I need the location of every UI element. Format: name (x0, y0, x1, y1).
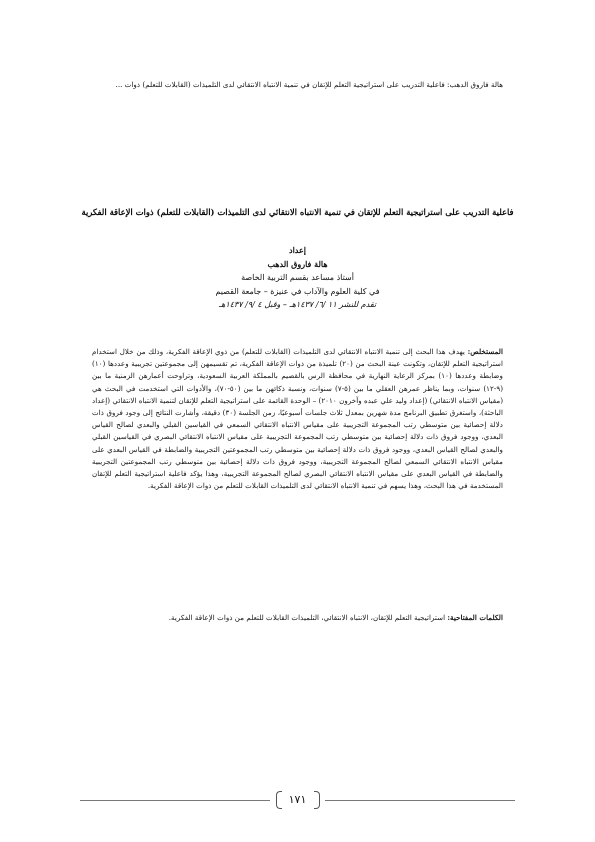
submission-dates: تقدم للنشر ١١ /٦/ ١٤٣٧هـ – وقبل ٤ /٩/ ١٤٣٧هـ (218, 300, 377, 309)
page-footer (80, 790, 515, 810)
prepared-by-label: إعداد (289, 245, 306, 255)
author-block (90, 244, 505, 312)
footer-rule-left (80, 800, 270, 801)
keywords-text: استراتيجية التعلم للإتقان، الانتباه الانتقائي، التلميذات القابلات للتعلم من ذوات الإعاقة الفكرية. (168, 613, 446, 622)
abstract-text: يهدف هذا البحث إلى تنمية الانتباه الانتقائي لدى التلميذات (القابلات للتعلم) من ذوي الإعاقة الفكرية، وذلك من خلال استخدام استراتيجية التعلم للإتقان، وتكونت عينة البحث من (٢٠) تلميذة من ذوات الإعاقة الفكرية، تم تقسيمهن إلى مجموعتين تجريبية وعددها (١٠) وضابطة وعددها (١٠) بمركز الرعاية النهارية في محافظة الرس بالقصيم بالمملكة العربية السعودية، وتراوحت أعمارهن الزمنية ما بين (٩-١٢) سنوات، وبما يناظر عمرهن العقلي ما بين (٥-٧) سنوات، ونسبة ذكائهن ما بين (٥٠-٧٠)، والأدوات التي استخدمت في البحث هي (مقياس الانتباه الانتقائي) (إعداد وليد علي عبده وآخرون ٢٠١٠) – الوحدة القائمة على استراتيجية التعلم للإتقان لتنمية الانتباه الانتقائي (إعداد الباحثة)، واستغرق تطبيق البرنامج مدة شهرين بمعدل ثلاث جلسات أسبوعيًا، زمن الجلسة (٣٠) دقيقة، وأشارت النتائج إلى وجود فروق ذات دلالة إحصائية بين متوسطي رتب المجموعة التجريبية على مقياس الانتباه الانتقائي السمعي في القياسين القبلي والبعدي لصالح القياس البعدي، ووجود فروق ذات دلالة إحصائية بين متوسطي رتب المجموعة التجريبية على مقياس الانتباه الانتقائي البصري في القياسين القبلي والبعدي لصالح القياس البعدي، ووجود فروق ذات دلالة إحصائية بين متوسطي رتب المجموعتين التجريبية والضابطة في القياس البعدي على مقياس الانتباه الانتقائي السمعي لصالح المجموعة التجريبية، ووجود فروق ذات دلالة إحصائية بين متوسطي رتب المجموعتين التجريبية والضابطة في القياس البعدي على مقياس الانتباه الانتقائي البصري لصالح المجموعة التجريبية، وهذا يؤكد فاعلية استراتيجية التعلم للإتقان المستخدمة في هذا البحث، وهذا يسهم في تنمية الانتباه الانتقائي لدى التلميذات القابلات للتعلم من ذوات الإعاقة الفكرية. (92, 347, 504, 491)
page-number-box (276, 790, 320, 810)
author-position: أستاذ مساعد بقسم التربية الخاصة (241, 273, 354, 282)
running-head: هالة فاروق الدهب: فاعلية التدريب على استراتيجية التعلم للإتقان في تنمية الانتباه الانتقائي لدى التلميذات (القابلات للتعلم) ذوات ... (115, 80, 503, 89)
bracket-right-icon (314, 791, 320, 809)
bracket-left-icon (276, 791, 282, 809)
abstract-label: المستخلص: (467, 347, 503, 356)
paper-title: فاعلية التدريب على استراتيجية التعلم للإتقان في تنمية الانتباه الانتقائي لدى التلميذات (القابلات للتعلم) ذوات الإعاقة الفكرية (81, 207, 514, 217)
page-number: ١٧١ (288, 793, 307, 806)
author-institution: في كلية العلوم والآداب في عنيزة – جامعة القصيم (215, 286, 380, 296)
author-name: هالة فاروق الدهب (267, 258, 328, 269)
footer-rule-right (325, 800, 515, 801)
keywords-label: الكلمات المفتاحية: (447, 613, 503, 622)
keywords (92, 612, 503, 623)
abstract (92, 346, 503, 492)
